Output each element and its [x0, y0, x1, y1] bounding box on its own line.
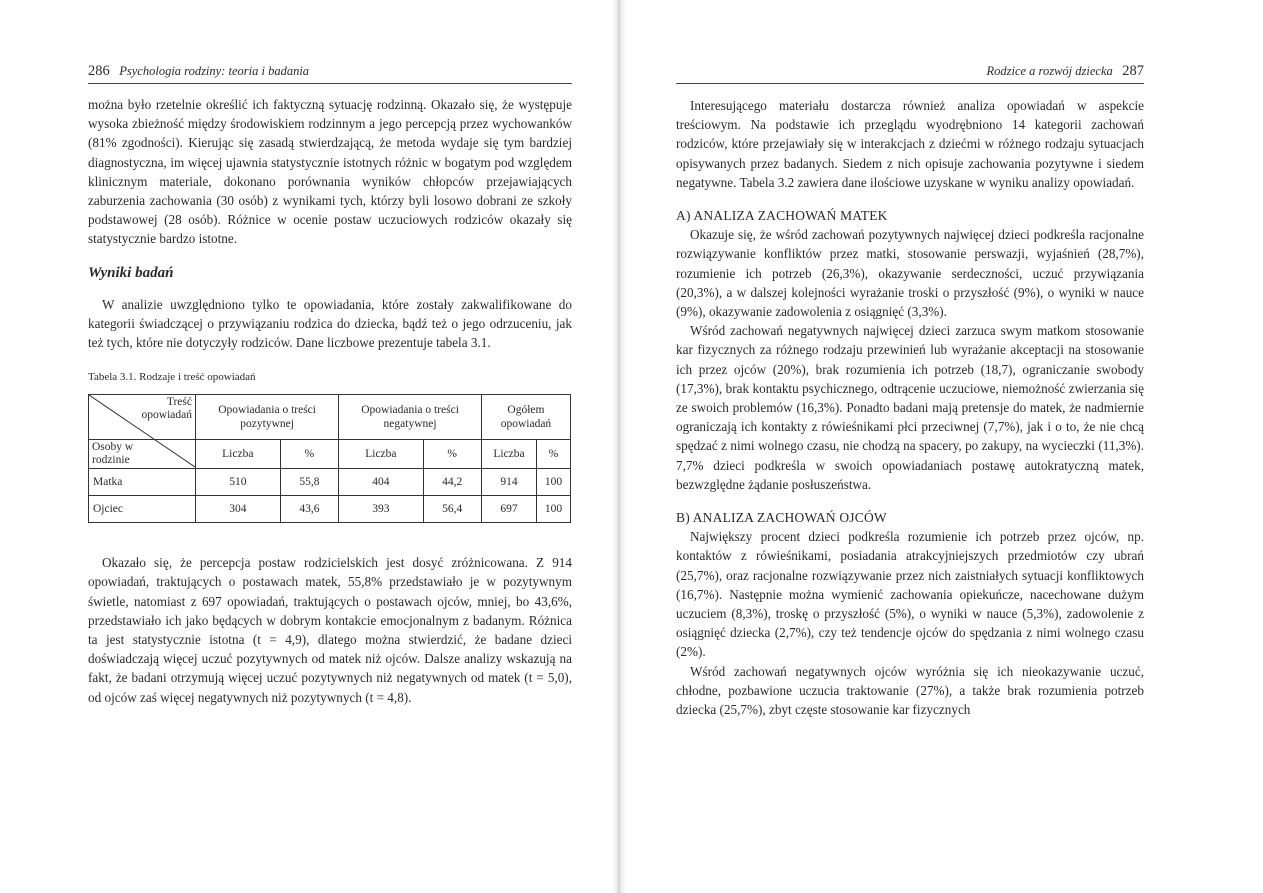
table-cell: 914 — [481, 469, 536, 496]
subheader-cell: Liczba — [481, 440, 536, 469]
table-cell: 44,2 — [423, 469, 481, 496]
left-paragraph-2: W analizie uwzględniono tylko te opowiadania, które zostały zakwalifikowane do kategorii świadczącej o przywiązaniu rodzica do dziecka, bądź też o jego odrzuceniu, jak też tych, które nie dotyczyły rodziców. Dane liczbowe prezentuje tabela 3.1. — [88, 296, 572, 351]
group-header-total: Ogółem opowiadań — [481, 395, 570, 440]
right-paragraph-5: Wśród zachowań negatywnych ojców wyróżnia się ich nieokazywanie uczuć, chłodne, pozbawione uczucia traktowanie (27%), a także brak rozumienia potrzeb dziecka (25,7%), zbyt częste stosowanie kar fizycznych — [676, 663, 1144, 718]
left-body — [88, 95, 572, 707]
table-row — [89, 469, 571, 496]
right-page-number: 287 — [1122, 63, 1144, 79]
table-cell: 55,8 — [280, 469, 339, 496]
table-cell: 393 — [339, 496, 423, 523]
right-body — [676, 96, 1144, 719]
left-running-header — [88, 62, 572, 84]
table-cell: 697 — [481, 496, 536, 523]
table-cell: 304 — [196, 496, 281, 523]
table-subheader-row — [89, 440, 571, 469]
right-paragraph-1: Interesującego materiału dostarcza również analiza opowiadań w aspekcie treściowym. Na podstawie ich przeglądu wyodrębniono 14 kategorii zachowań rodziców, które przejawiały się w interakcjach z dziećmi w różnego rodzaju sytuacjach opisywanych przez badanych. Siedem z nich opisuje zachowania pozytywne i siedem negatywne. Tabela 3.2 zawiera dane ilościowe uzyskane w wyniku analizy opowiadań. — [676, 98, 1144, 190]
right-running-title: Rodzice a rozwój dziecka — [986, 64, 1113, 78]
table-cell: 100 — [537, 469, 571, 496]
subheader-cell: % — [280, 440, 339, 469]
left-page-number: 286 — [88, 63, 110, 79]
group-header-negative: Opowiadania o treści negatywnej — [339, 395, 482, 440]
row-label: Ojciec — [89, 496, 196, 523]
table-cell: 43,6 — [280, 496, 339, 523]
subheader-cell: Liczba — [196, 440, 281, 469]
right-running-header — [676, 62, 1144, 84]
table-corner-cell — [89, 395, 196, 440]
subheader-cell: Liczba — [339, 440, 423, 469]
section-title: Wyniki badań — [88, 264, 174, 281]
corner-bottom-label: Osoby w rodzinie — [92, 441, 134, 467]
table-cell: 404 — [339, 469, 423, 496]
book-gutter — [612, 0, 626, 893]
table-caption: Tabela 3.1. Rodzaje i treść opowiadań — [88, 371, 256, 384]
left-page — [88, 0, 572, 893]
corner-top-label: Treść opowiadań — [141, 396, 192, 422]
row-label: Matka — [89, 469, 196, 496]
left-running-title: Psychologia rodziny: teoria i badania — [119, 64, 310, 78]
table-cell: 510 — [196, 469, 281, 496]
right-paragraph-3: Wśród zachowań negatywnych najwięcej dzieci zarzuca swym matkom stosowanie kar fizycznych za różnego rodzaju przewinień lub wyrażanie akceptacji na stosowanie ich przez ojców (20%), brak rozumienia ich potrzeb (18,7), ograniczanie swobody (17,3%), brak kontaktu psychicznego, odtrącenie uczuciowe, niemożność zwierzania się ze swoich problemów (16,3%). Ponadto badani mają pretensje do matek, że nadmiernie ograniczają ich kontakty z rówieśnikami płci przeciwnej (7,7%), jak i o to, że nie chcą spędzać z nimi wolnego czasu, nie chodzą na spacery, po zakupy, na wycieczki (11,3%). 7,7% dzieci podkreśla w swoich opowiadaniach postawę autokratyczną matek, bezwzględne żądanie posłuszeństwa. — [676, 323, 1144, 492]
subheading-fathers: B) ANALIZA ZACHOWAŃ OJCÓW — [676, 510, 887, 526]
right-page — [676, 0, 1144, 893]
table-corner-cell-bottom — [89, 440, 196, 469]
right-paragraph-4: Największy procent dzieci podkreśla rozumienie ich potrzeb przez ojców, np. kontaktów z rówieśnikami, posiadania atrakcyjniejszych przedmiotów czy ubrań (25,7%), oraz racjonalne rozwiązywanie przez nich zaistniałych sytuacji konfliktowych (16,7%). Następnie można wymienić zachowania opiekuńcze, nacechowane dużym uczuciem (8,3%), troskę o przyszłość (5%), o wyniki w nauce (5,3%), zadowolenie z osiągnięć dziecka (2,7%), czy też tendencje ojców do spędzania z nimi wolnego czasu (2%). — [676, 529, 1144, 660]
subheader-cell: % — [537, 440, 571, 469]
table-cell: 100 — [537, 496, 571, 523]
data-table — [88, 394, 571, 523]
table-cell: 56,4 — [423, 496, 481, 523]
table-row — [89, 496, 571, 523]
group-header-positive: Opowiadania o treści pozytywnej — [196, 395, 339, 440]
table-header-row — [89, 395, 571, 440]
left-paragraph-3: Okazało się, że percepcja postaw rodzicielskich jest dosyć zróżnicowana. Z 914 opowiadań, traktujących o postawach matek, 55,8% przedstawiało je w pozytywnym świetle, natomiast z 697 opowiadań, traktujących o postawach ojców, mniej, bo 43,6%, przedstawiało ich jako będących w dobrym kontakcie emocjonalnym z badanym. Różnica ta jest statystycznie istotna (t = 4,9), dlatego można stwierdzić, że badane dzieci doświadczają więcej uczuć pozytywnych od matek niż ojców. Dalsze analizy wskazują na fakt, że badani otrzymują więcej uczuć pozytywnych niż negatywnych od matek (t = 5,0), od ojców zaś więcej negatywnych niż pozytywnych (t = 4,8). — [88, 555, 572, 705]
left-paragraph-1: można było rzetelnie określić ich faktyczną sytuację rodzinną. Okazało się, że występuje wysoka zbieżność między środowiskiem rodzinnym a jego percepcją przez wychowanków (81% zgodności). Kierując się zasadą stwierdzającą, że metoda wydaje się tym bardziej diagnostyczna, im więcej ujawnia statystycznie istotnych różnic w bogatym pod względem klinicznym materiale, dokonano porównania wyników chłopców przejawiających zaburzenia zachowania (30 osób) z wynikami tych, którzy byli losowo dobrani ze szkoły podstawowej (28 osób). Różnice w ocenie postaw uczuciowych rodziców okazały się statystycznie bardzo istotne. — [88, 97, 572, 247]
right-paragraph-2: Okazuje się, że wśród zachowań pozytywnych najwięcej dzieci podkreśla racjonalne rozwiązywanie konfliktów przez matki, stosowanie perswazji, wyjaśnień (28,7%), rozumienie ich potrzeb (26,3%), okazywanie serdeczności, uczuć przywiązania (20,3%), a w dalszej kolejności wyrażanie troski o przyszłość (9%), o wyniki w nauce (9%), okazywanie zadowolenia z osiągnięć (3,3%). — [676, 227, 1144, 320]
subheader-cell: % — [423, 440, 481, 469]
subheading-mothers: A) ANALIZA ZACHOWAŃ MATEK — [676, 208, 888, 224]
